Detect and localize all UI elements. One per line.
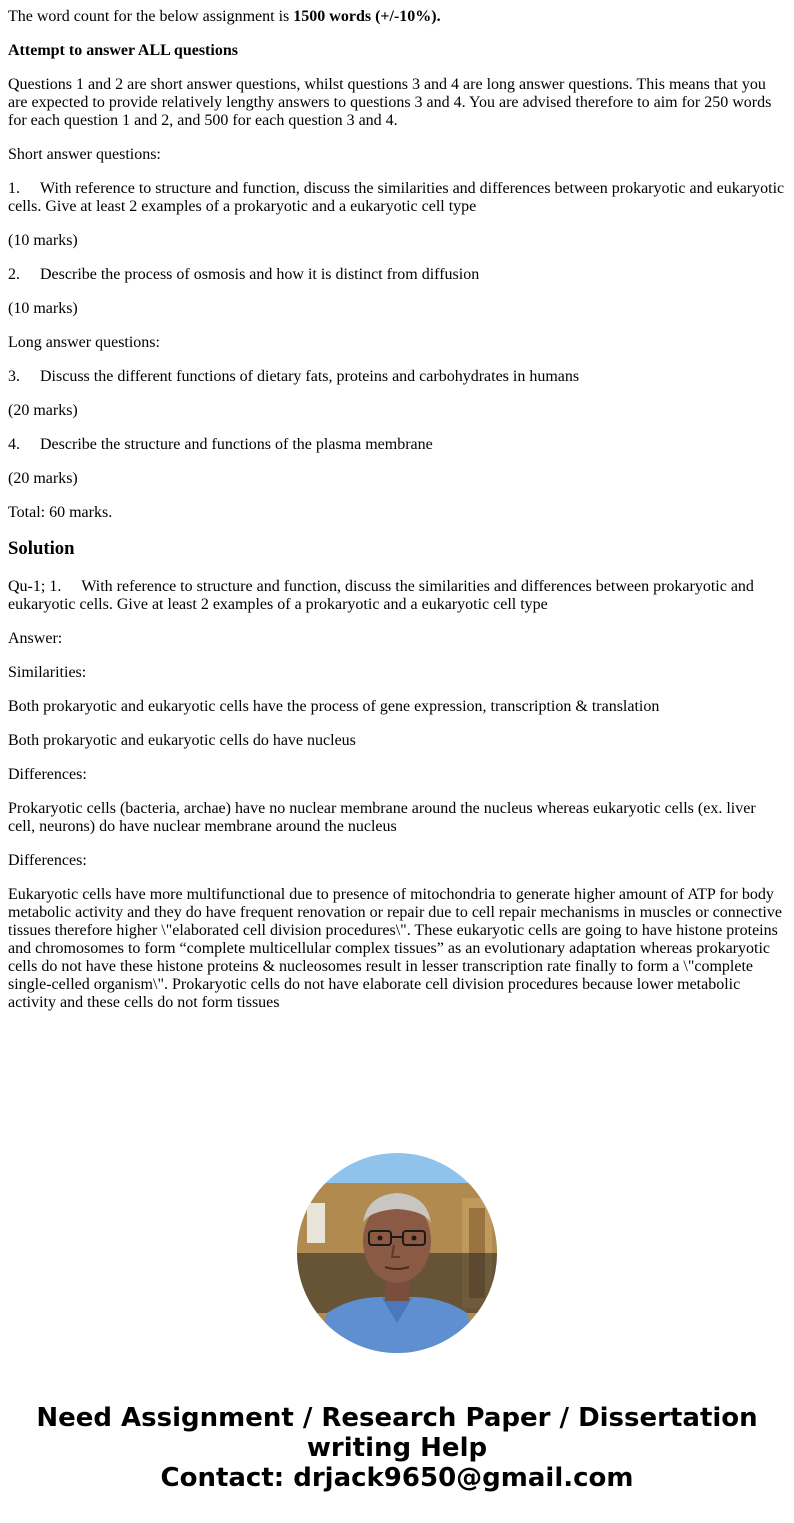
document-body: [8, 0, 786, 1028]
instruction: Attempt to answer ALL questions: [8, 42, 238, 59]
question-4: [8, 436, 786, 454]
question-2-marks: (10 marks): [8, 300, 78, 317]
question-2: [8, 266, 786, 284]
long-answer-heading: Long answer questions:: [8, 334, 160, 351]
word-count-bold: 1500 words (+/-10%).: [293, 8, 441, 25]
banner-contact-line: Contact: drjack9650@gmail.com: [160, 1463, 634, 1493]
question-text: With reference to structure and function, discuss the similarities and differences between prokaryotic and eukaryotic cells. Give at least 2 examples of a prokaryotic and a eukaryotic cell type: [8, 180, 785, 215]
banner-line-1: Need Assignment / Research Paper / Dissertation: [36, 1403, 758, 1433]
question-number: 1.: [8, 180, 20, 197]
question-1: [8, 180, 786, 216]
difference-2: Eukaryotic cells have more multifunctional due to presence of mitochondria to generate higher amount of ATP for body metabolic activity and they do have frequent renovation or repair due to cell repair mechanisms in muscles or connective tissues therefore higher \"elaborated cell division procedures\". These eukaryotic cells are going to have histone proteins and chromosomes to form “complete multicellular complex tissues” as an evolutionary adaptation whereas prokaryotic cells do not have these histone proteins & nucleosomes result in lesser transcription rate finally to form a \"complete single-celled organism\". Prokaryotic cells do not have elaborate cell division procedures because lower metabolic activity and these cells do not form tissues: [8, 886, 782, 1011]
author-avatar: [297, 1153, 497, 1353]
question-3: [8, 368, 786, 386]
question-text: Describe the process of osmosis and how it is distinct from diffusion: [40, 266, 480, 283]
difference-1: Prokaryotic cells (bacteria, archae) have no nuclear membrane around the nucleus whereas eukaryotic cells (ex. liver cell, neurons) do have nuclear membrane around the nucleus: [8, 800, 756, 835]
differences-label: Differences:: [8, 766, 87, 783]
word-count-line: The word count for the below assignment is 1500 words (+/-10%).: [8, 8, 441, 25]
differences-label-2: Differences:: [8, 852, 87, 869]
similarity-1: Both prokaryotic and eukaryotic cells have the process of gene expression, transcription & translation: [8, 698, 660, 715]
question-text: Discuss the different functions of dietary fats, proteins and carbohydrates in humans: [40, 368, 580, 385]
solution-question: Qu-1; 1. With reference to structure and function, discuss the similarities and differences between prokaryotic and eukaryotic cells. Give at least 2 examples of a prokaryotic and a eukaryotic cell type: [8, 578, 754, 613]
question-number: 4.: [8, 436, 20, 453]
question-4-marks: (20 marks): [8, 470, 78, 487]
similarity-2: Both prokaryotic and eukaryotic cells do have nucleus: [8, 732, 356, 749]
solution-heading: Solution: [8, 538, 75, 559]
contact-banner: [0, 1403, 794, 1493]
question-3-marks: (20 marks): [8, 402, 78, 419]
total-marks: Total: 60 marks.: [8, 504, 113, 521]
answer-label: Answer:: [8, 630, 63, 647]
banner-line-2: writing Help: [306, 1433, 488, 1463]
similarities-label: Similarities:: [8, 664, 87, 681]
short-answer-heading: Short answer questions:: [8, 146, 161, 163]
author-photo: [297, 1153, 497, 1353]
question-number: 3.: [8, 368, 20, 385]
question-1-marks: (10 marks): [8, 232, 78, 249]
question-number: 2.: [8, 266, 20, 283]
question-text: Describe the structure and functions of the plasma membrane: [40, 436, 433, 453]
intro-paragraph: Questions 1 and 2 are short answer questions, whilst questions 3 and 4 are long answer questions. This means that you are expected to provide relatively lengthy answers to questions 3 and 4. You are advised therefore to aim for 250 words for each question 1 and 2, and 500 for each question 3 and 4.: [8, 76, 772, 129]
